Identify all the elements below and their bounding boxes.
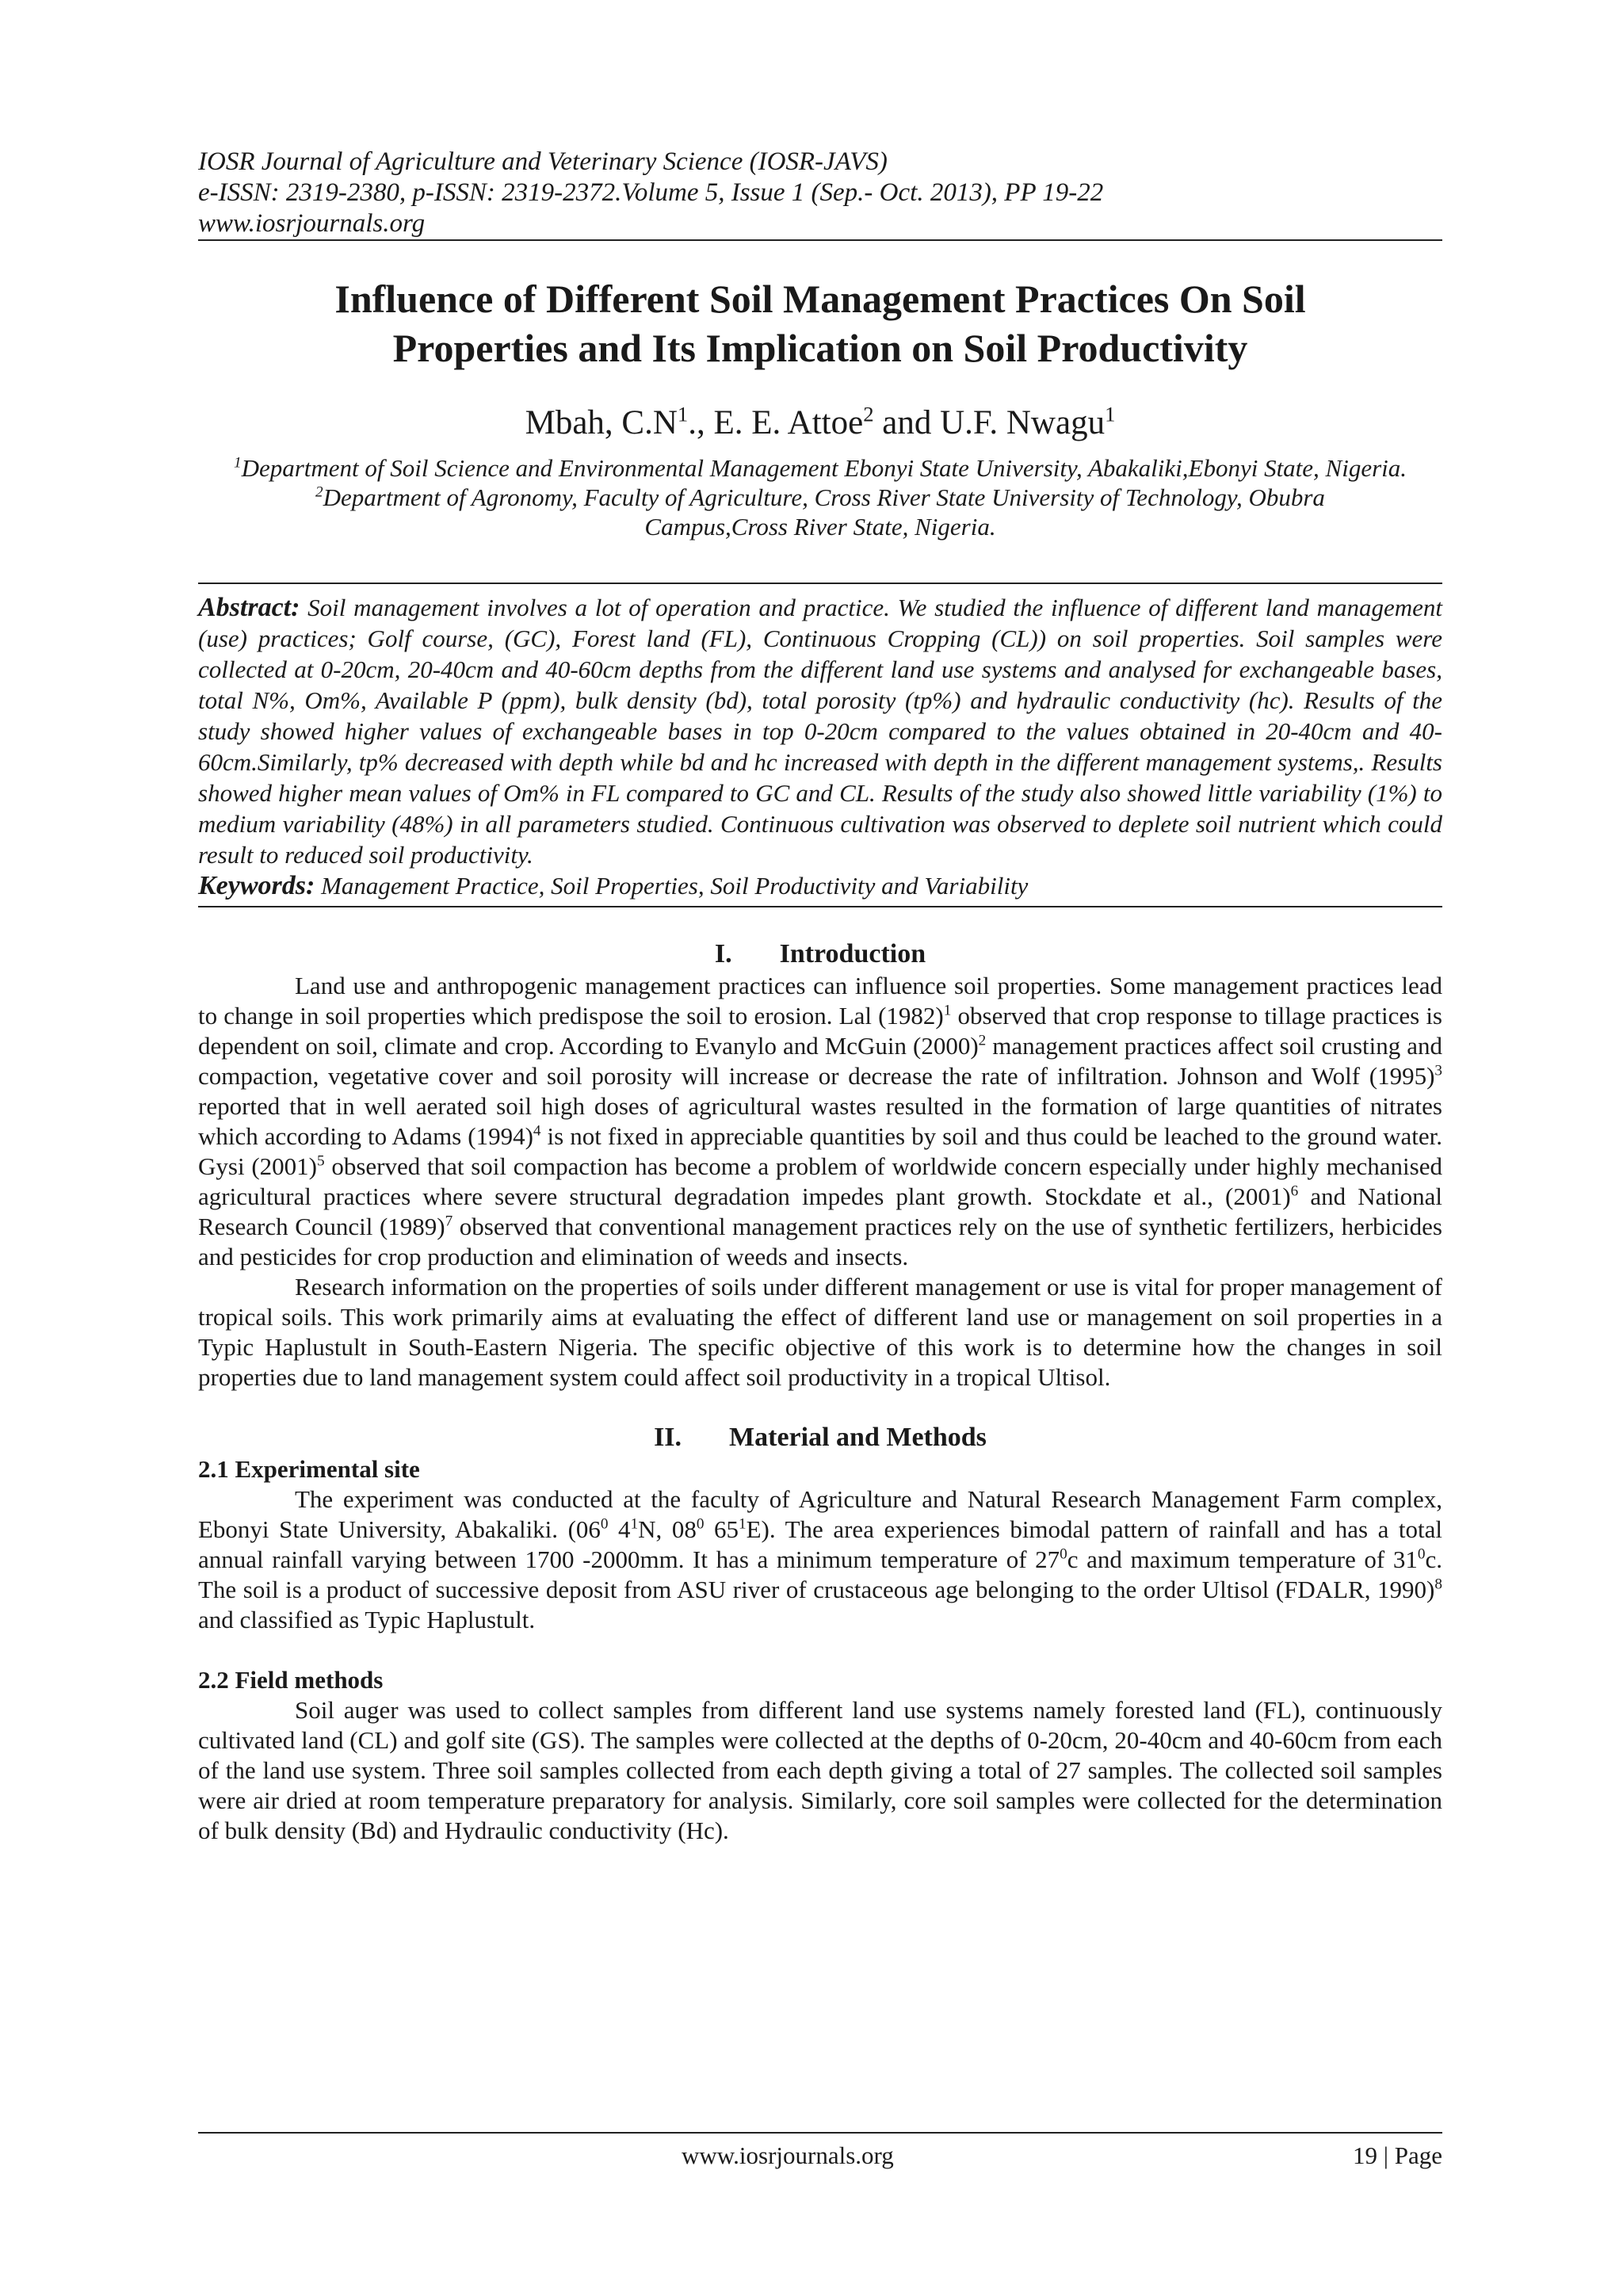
- journal-name: IOSR Journal of Agriculture and Veterinary Science (IOSR-JAVS): [198, 147, 888, 176]
- keywords-text: Management Practice, Soil Properties, Soil Productivity and Variability: [315, 872, 1029, 900]
- author-2-affil: 2: [863, 402, 874, 426]
- text-run: c. The soil is a product of successive deposit from ASU river of crustaceous age belonging to the order Ultisol (FDALR, 1990): [198, 1545, 1442, 1603]
- text-run: reported that in well aerated soil high doses of agricultural wastes resulted in the formation of large quantities of nitrates which according to Adams (1994): [198, 1092, 1442, 1150]
- author-1-affil: 1: [677, 402, 689, 426]
- text-run: N, 08: [638, 1515, 697, 1543]
- text-run: observed that crop response to tillage practices is dependent on soil, climate and crop. According to Evanylo and McGuin (2000): [198, 1002, 1442, 1060]
- text-run: c and maximum temperature of 31: [1067, 1545, 1418, 1573]
- affiliation-1-marker: 1: [233, 454, 242, 472]
- keywords: [198, 870, 1442, 901]
- header-rule: [198, 239, 1442, 241]
- text-run: management practices affect soil crusting and compaction, vegetative cover and soil porosity will increase or decrease the rate of infiltration. Johnson and Wolf (1995): [198, 1032, 1442, 1090]
- abstract-label: Abstract:: [198, 593, 300, 622]
- citation-marker: 4: [533, 1122, 541, 1140]
- superscript: 0: [600, 1515, 609, 1533]
- affiliation-2: [246, 483, 1395, 541]
- citation-marker: 8: [1434, 1576, 1442, 1593]
- footer-rule: [198, 2132, 1442, 2134]
- citation-marker: 5: [316, 1152, 325, 1170]
- citation-marker: 6: [1290, 1182, 1299, 1200]
- field-methods-paragraph: Soil auger was used to collect samples from different land use systems namely forested land (FL), continuously cultivated land (CL) and golf site (GS). The samples were collected at the depths of 0-20cm, 20-40cm and 40-60cm from each of the land use system. Three soil samples collected from each depth giving a total of 27 samples. The collected soil samples were air dried at room temperature preparatory for analysis. Similarly, core soil samples were collected for the determination of bulk density (Bd) and Hydraulic conductivity (Hc).: [198, 1696, 1442, 1844]
- text-run: E). The area experiences bimodal pattern of rainfall and has a total annual rainfall varying between 1700 -2000mm. It has a minimum temperature of 27: [198, 1515, 1443, 1573]
- citation-marker: 1: [943, 1002, 952, 1019]
- author-3-affil: 1: [1105, 402, 1116, 426]
- intro-paragraph-1: [198, 971, 1442, 1272]
- abstract: [198, 592, 1442, 870]
- citation-marker: 2: [978, 1032, 987, 1049]
- text-run: and National Research Council (1989): [198, 1182, 1442, 1240]
- abstract-text: Soil management involves a lot of operation and practice. We studied the influence of different land management (use) practices; Golf course, (GC), Forest land (FL), Continuous Cropping (CL)) on soil properties. Soil samples were collected at 0-20cm, 20-40cm and 40-60cm depths from the different land use systems and analysed for exchangeable bases, total N%, Om%, Available P (ppm), bulk density (bd), total porosity (tp%) and hydraulic conductivity (hc). Results of the study showed higher values of exchangeable bases in top 0-20cm compared to the values obtained in 20-40cm and 40-60cm.Similarly, tp% decreased with depth while bd and hc increased with depth in the different management systems,. Results showed higher mean values of Om% in FL compared to GC and CL. Results of the study also showed little variability (1%) to medium variability (48%) in all parameters studied. Continuous cultivation was observed to deplete soil nutrient which could result to reduced soil productivity.: [198, 594, 1442, 869]
- journal-header: [198, 147, 1442, 239]
- author-1: Mbah, C.N: [525, 404, 678, 441]
- footer-website[interactable]: www.iosrjournals.org: [682, 2141, 894, 2169]
- citation-marker: 7: [445, 1213, 453, 1230]
- section-introduction-heading: [198, 938, 1442, 971]
- superscript: 0: [696, 1515, 705, 1533]
- affiliation-1: [198, 453, 1442, 483]
- text-run: is not fixed in appreciable quantities by soil and thus could be leached to the ground water. Gysi (2001): [198, 1122, 1442, 1180]
- introduction-body: [198, 971, 1442, 1392]
- field-methods-body: [198, 1695, 1442, 1846]
- text-run: 65: [704, 1515, 739, 1543]
- page: [198, 147, 1442, 1846]
- section-title: Introduction: [779, 939, 926, 968]
- subsection-experimental-site-heading: 2.1 Experimental site: [198, 1455, 420, 1483]
- section-methods-heading: [198, 1421, 1442, 1454]
- text-run: observed that soil compaction has become a problem of worldwide concern especially under highly mechanised agricultural practices where severe structural degradation impedes plant growth. Stockdate et al., (2001): [198, 1152, 1442, 1210]
- author-3: and U.F. Nwagu: [873, 404, 1106, 441]
- keywords-label: Keywords:: [198, 871, 315, 900]
- subsection-field-methods-heading: 2.2 Field methods: [198, 1666, 384, 1694]
- abstract-bottom-rule: [198, 906, 1442, 907]
- page-footer: [198, 2132, 1442, 2169]
- intro-paragraph-2: Research information on the properties of soils under different management or use is vital for proper management of tropical soils. This work primarily aims at evaluating the effect of different land use or management on soil properties in a Typic Haplustult in South-Eastern Nigeria. The specific objective of this work is to determine how the changes in soil properties due to land management system could affect soil productivity in a tropical Ultisol.: [198, 1273, 1442, 1391]
- superscript: 1: [739, 1515, 747, 1533]
- citation-marker: 3: [1434, 1062, 1442, 1079]
- section-number: I.: [714, 939, 732, 968]
- text-run: 4: [608, 1515, 631, 1543]
- experimental-site-paragraph: [198, 1484, 1442, 1635]
- superscript: 1: [630, 1515, 639, 1533]
- experimental-site-body: [198, 1484, 1442, 1635]
- section-title: Material and Methods: [729, 1423, 987, 1452]
- journal-website[interactable]: www.iosrjournals.org: [198, 209, 426, 238]
- text-run: observed that conventional management practices rely on the use of synthetic fertilizers, herbicides and pesticides for crop production and elimination of weeds and insects.: [198, 1213, 1442, 1270]
- author-list: [198, 403, 1442, 444]
- affiliation-2-text: Department of Agronomy, Faculty of Agriculture, Cross River State University of Technology, Obubra Campus,Cross River State, Nigeria.: [323, 483, 1325, 541]
- affiliation-2-marker: 2: [315, 483, 323, 501]
- text-run: The experiment was conducted at the faculty of Agriculture and Natural Research Management Farm complex, Ebonyi State University, Abakaliki. (06: [198, 1485, 1442, 1543]
- superscript: 0: [1060, 1545, 1067, 1563]
- affiliation-1-text: Department of Soil Science and Environmental Management Ebonyi State University, Abakaliki,Ebonyi State, Nigeria.: [241, 454, 1407, 482]
- text-run: Land use and anthropogenic management practices can influence soil properties. Some management practices lead to change in soil properties which predispose the soil to erosion. Lal (1982): [198, 972, 1442, 1030]
- page-number: 19 | Page: [1353, 2141, 1442, 2169]
- paper-title: Influence of Different Soil Management Practices On Soil Properties and Its Implication on Soil Productivity: [334, 277, 1306, 370]
- superscript: 0: [1417, 1545, 1426, 1563]
- text-run: and classified as Typic Haplustult.: [198, 1606, 536, 1633]
- journal-issn: e-ISSN: 2319-2380, p-ISSN: 2319-2372.Volume 5, Issue 1 (Sep.- Oct. 2013), PP 19-22: [198, 178, 1104, 207]
- section-number: II.: [654, 1423, 682, 1452]
- abstract-top-rule: [198, 583, 1442, 584]
- author-2: ., E. E. Attoe: [688, 404, 864, 441]
